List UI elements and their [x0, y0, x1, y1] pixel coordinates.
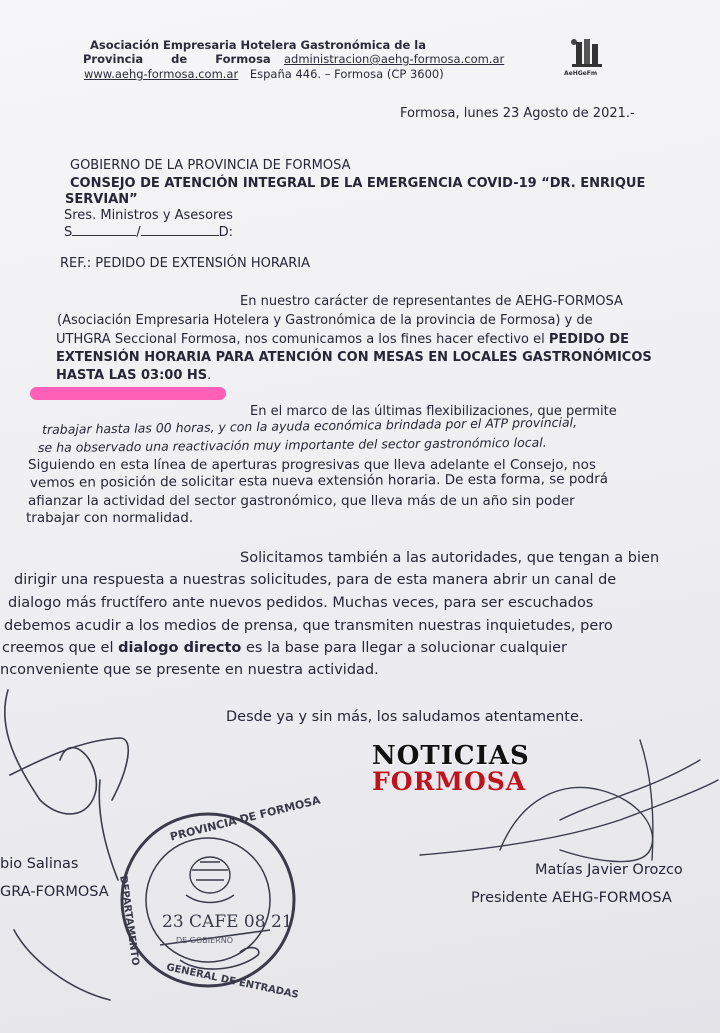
org-email-link[interactable]: administracion@aehg-formosa.com.ar [284, 52, 505, 66]
org-name-line1: Asociación Empresaria Hotelera Gastronómica de la [90, 38, 426, 52]
para1-line5-bold: HASTA LAS 03:00 HS [56, 368, 208, 383]
recipient-government: GOBIERNO DE LA PROVINCIA DE FORMOSA [70, 158, 351, 173]
left-signatory-title: GRA-FORMOSA [0, 884, 109, 900]
para2-line5: vemos en posición de solicitar esta nueva extensión horaria. De esta forma, se podrá [29, 470, 609, 491]
recipient-d: D: [218, 225, 234, 240]
para3-line5-a: creemos que el [2, 640, 119, 656]
right-signatory-title: Presidente AEHG-FORMOSA [471, 890, 672, 906]
org-logo-text: AeHGeFm [564, 70, 598, 77]
recipient-ministers: Sres. Ministros y Asesores [64, 208, 233, 223]
para2-line1: En el marco de las últimas flexibilizaciones, que permite [250, 404, 617, 419]
closing-line: Desde ya y sin más, los saludamos atentamente. [226, 709, 584, 725]
para1-line3-text: UTHGRA Seccional Formosa, nos comunicamos a los fines hacer efectivo el [56, 332, 549, 347]
org-website-link[interactable]: www.aehg-formosa.com.ar [84, 67, 239, 81]
para3-line1: Solicitamos también a las autoridades, que tengan a bien [240, 550, 660, 566]
org-name-formosa: Formosa [215, 52, 271, 66]
org-name-provincia: Provincia [83, 52, 144, 66]
stamp-rings [122, 814, 294, 986]
para2-line2: trabajar hasta las 00 horas, y con la ayuda económica brindada por el ATP provincial, [41, 414, 578, 437]
para3-line2: dirigir una respuesta a nuestras solicitudes, para de esta manera abrir un canal de [14, 572, 617, 588]
para3-line5-bold: dialogo directo [118, 640, 242, 656]
left-signatory-name: bio Salinas [0, 856, 79, 872]
noticias-formosa-watermark [372, 743, 530, 794]
reference-line: REF.: PEDIDO DE EXTENSIÓN HORARIA [60, 256, 311, 271]
para2-line3: se ha observado una reactivación muy importante del sector gastronómico local. [37, 434, 547, 455]
stamp-emblem [186, 857, 234, 903]
para3-line3: dialogo más fructífero ante nuevos pedidos. Muchas veces, para ser escuchados [8, 595, 594, 611]
para2-line7: trabajar con normalidad. [26, 510, 194, 526]
recipient-council-cont: SERVIAN” [65, 192, 138, 207]
stamp-bottom-text: GENERAL DE ENTRADAS [165, 962, 300, 1001]
right-signatory-name: Matías Javier Orozco [535, 862, 683, 878]
recipient-slash: / [136, 225, 141, 240]
para3-line5-c: es la base para llegar a solucionar cualquier [241, 640, 568, 656]
recipient-s: S [64, 225, 73, 240]
para1-line5-dot: . [207, 368, 212, 383]
watermark-line1: NOTICIAS [372, 741, 530, 771]
para1-line2: (Asociación Empresaria Hotelera y Gastronómica de la provincia de Formosa) y de [57, 313, 593, 328]
para2-line6: afianzar la actividad del sector gastronómico, que lleva más de un año sin poder [28, 493, 575, 509]
stamp-left-text: DEPARTAMENTO [117, 875, 141, 967]
org-name-de: de [171, 52, 188, 66]
stamp-date-written: 23 CAFE 08 21 [162, 912, 293, 932]
left-signature-strokes [5, 690, 129, 1000]
stamp-small-text: DE GOBIERNO [176, 936, 233, 945]
para1-line3-bold: PEDIDO DE [548, 332, 629, 347]
para1-line4: EXTENSIÓN HORARIA PARA ATENCIÓN CON MESAS EN LOCALES GASTRONÓMICOS [56, 350, 652, 365]
para2-line4: Siguiendo en esta línea de aperturas progresivas que lleva adelante el Consejo, nos [28, 457, 596, 473]
stamp-top-text: PROVINCIA DE FORMOSA [168, 793, 322, 844]
recipient-council: CONSEJO DE ATENCIÓN INTEGRAL DE LA EMERGENCIA COVID-19 “DR. ENRIQUE [70, 176, 646, 191]
para1-line1: En nuestro carácter de representantes de AEHG-FORMOSA [240, 294, 623, 309]
watermark-line2: FORMOSA [372, 767, 527, 796]
org-address: España 446. – Formosa (CP 3600) [249, 67, 444, 81]
para3-line4: debemos acudir a los medios de prensa, que transmiten nuestras inquietudes, pero [4, 618, 613, 634]
para3-line6: nconveniente que se presente en nuestra actividad. [0, 662, 379, 678]
date-line: Formosa, lunes 23 Agosto de 2021.- [400, 106, 635, 121]
